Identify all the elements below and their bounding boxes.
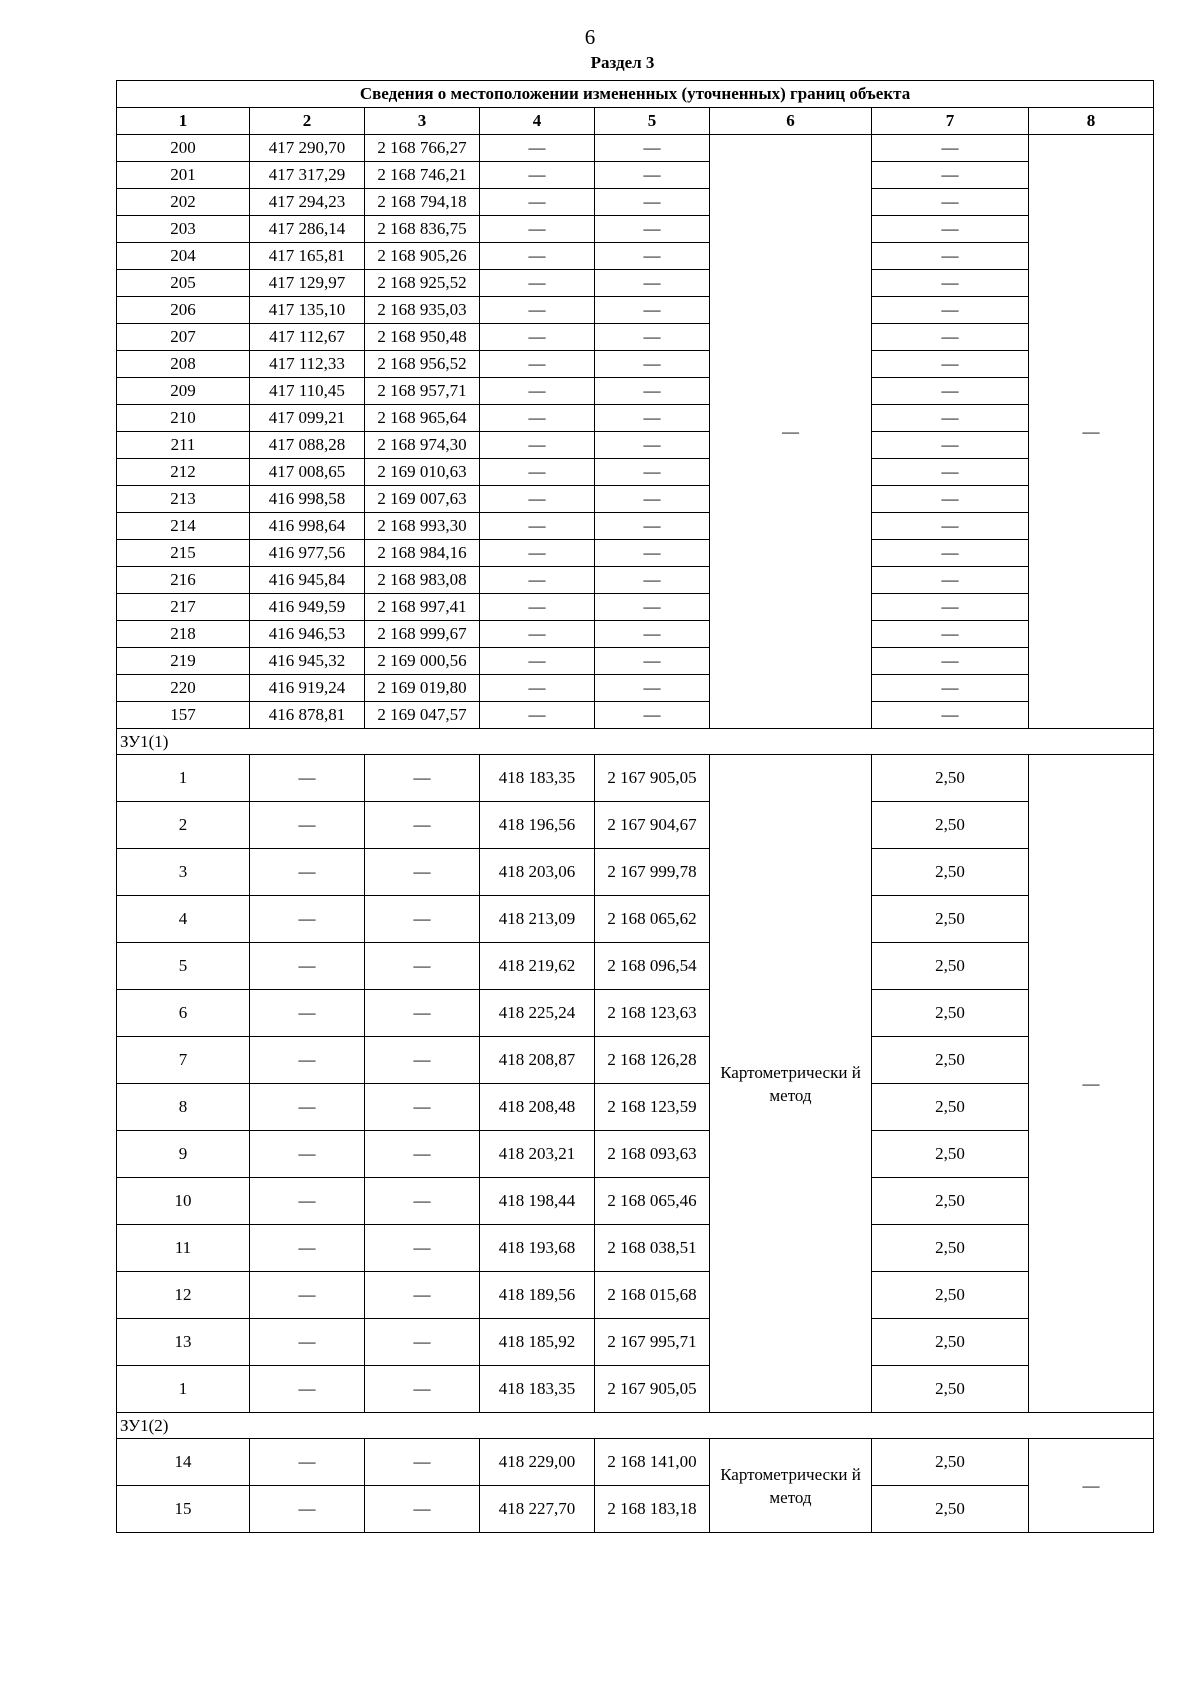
- new-y-cell: —: [595, 351, 710, 378]
- new-y-cell: 2 168 015,68: [595, 1272, 710, 1319]
- existing-x-cell: 417 286,14: [250, 216, 365, 243]
- table-row: [117, 1486, 1154, 1533]
- table-row: [117, 849, 1154, 896]
- new-y-cell: —: [595, 243, 710, 270]
- existing-y-cell: 2 168 905,26: [365, 243, 480, 270]
- existing-x-cell: —: [250, 1319, 365, 1366]
- existing-x-cell: 417 008,65: [250, 459, 365, 486]
- table-row: [117, 567, 1154, 594]
- table-row: [117, 162, 1154, 189]
- existing-y-cell: —: [365, 755, 480, 802]
- new-x-cell: 418 183,35: [480, 1366, 595, 1413]
- point-number-cell: 2: [117, 802, 250, 849]
- accuracy-cell: —: [872, 189, 1029, 216]
- column-number: 1: [117, 108, 250, 135]
- accuracy-cell: —: [872, 702, 1029, 729]
- new-x-cell: —: [480, 513, 595, 540]
- existing-x-cell: —: [250, 802, 365, 849]
- new-y-cell: 2 167 995,71: [595, 1319, 710, 1366]
- new-x-cell: 418 227,70: [480, 1486, 595, 1533]
- new-x-cell: —: [480, 189, 595, 216]
- existing-y-cell: —: [365, 1225, 480, 1272]
- table-row: [117, 1319, 1154, 1366]
- table-row: [117, 648, 1154, 675]
- accuracy-cell: —: [872, 513, 1029, 540]
- new-x-cell: —: [480, 297, 595, 324]
- point-number-cell: 209: [117, 378, 250, 405]
- new-y-cell: —: [595, 567, 710, 594]
- new-y-cell: —: [595, 675, 710, 702]
- new-x-cell: —: [480, 567, 595, 594]
- accuracy-cell: 2,50: [872, 1225, 1029, 1272]
- existing-x-cell: —: [250, 1084, 365, 1131]
- accuracy-cell: 2,50: [872, 849, 1029, 896]
- new-x-cell: 418 193,68: [480, 1225, 595, 1272]
- point-number-cell: 207: [117, 324, 250, 351]
- method-cell: —: [710, 135, 872, 729]
- accuracy-cell: 2,50: [872, 1131, 1029, 1178]
- existing-y-cell: 2 168 836,75: [365, 216, 480, 243]
- existing-y-cell: 2 168 974,30: [365, 432, 480, 459]
- existing-x-cell: 416 945,84: [250, 567, 365, 594]
- accuracy-cell: 2,50: [872, 1366, 1029, 1413]
- existing-y-cell: 2 169 010,63: [365, 459, 480, 486]
- new-y-cell: 2 167 905,05: [595, 1366, 710, 1413]
- table-row: [117, 513, 1154, 540]
- existing-y-cell: —: [365, 849, 480, 896]
- table-row: [117, 1131, 1154, 1178]
- existing-x-cell: —: [250, 1131, 365, 1178]
- accuracy-cell: 2,50: [872, 1037, 1029, 1084]
- new-x-cell: —: [480, 270, 595, 297]
- new-x-cell: 418 229,00: [480, 1439, 595, 1486]
- table-row: [117, 297, 1154, 324]
- new-x-cell: —: [480, 351, 595, 378]
- new-y-cell: 2 168 065,46: [595, 1178, 710, 1225]
- existing-x-cell: —: [250, 849, 365, 896]
- new-x-cell: —: [480, 540, 595, 567]
- table-row: [117, 1366, 1154, 1413]
- existing-x-cell: 417 112,67: [250, 324, 365, 351]
- point-number-cell: 5: [117, 943, 250, 990]
- accuracy-cell: —: [872, 675, 1029, 702]
- existing-y-cell: —: [365, 943, 480, 990]
- existing-y-cell: 2 168 950,48: [365, 324, 480, 351]
- existing-x-cell: —: [250, 1225, 365, 1272]
- existing-x-cell: 417 129,97: [250, 270, 365, 297]
- point-number-cell: 200: [117, 135, 250, 162]
- table-row: [117, 540, 1154, 567]
- method-cell: Картометрически й метод: [710, 755, 872, 1413]
- group-label: ЗУ1(1): [117, 729, 1154, 755]
- description-cell: —: [1029, 755, 1154, 1413]
- table-row: [117, 216, 1154, 243]
- point-number-cell: 205: [117, 270, 250, 297]
- column-number: 3: [365, 108, 480, 135]
- accuracy-cell: 2,50: [872, 943, 1029, 990]
- table-row: [117, 135, 1154, 162]
- point-number-cell: 6: [117, 990, 250, 1037]
- new-y-cell: —: [595, 405, 710, 432]
- existing-x-cell: 417 165,81: [250, 243, 365, 270]
- table-row: [117, 594, 1154, 621]
- new-y-cell: 2 168 038,51: [595, 1225, 710, 1272]
- table-row: [117, 1037, 1154, 1084]
- point-number-cell: 204: [117, 243, 250, 270]
- table-row: [117, 351, 1154, 378]
- table-row: [117, 1225, 1154, 1272]
- existing-y-cell: 2 169 000,56: [365, 648, 480, 675]
- point-number-cell: 13: [117, 1319, 250, 1366]
- existing-x-cell: —: [250, 1037, 365, 1084]
- new-y-cell: —: [595, 378, 710, 405]
- new-y-cell: —: [595, 648, 710, 675]
- existing-x-cell: —: [250, 943, 365, 990]
- new-x-cell: —: [480, 621, 595, 648]
- point-number-cell: 3: [117, 849, 250, 896]
- new-y-cell: 2 168 183,18: [595, 1486, 710, 1533]
- point-number-cell: 9: [117, 1131, 250, 1178]
- new-y-cell: —: [595, 432, 710, 459]
- existing-y-cell: —: [365, 802, 480, 849]
- accuracy-cell: —: [872, 486, 1029, 513]
- point-number-cell: 217: [117, 594, 250, 621]
- point-number-cell: 8: [117, 1084, 250, 1131]
- point-number-cell: 218: [117, 621, 250, 648]
- existing-y-cell: 2 168 766,27: [365, 135, 480, 162]
- new-x-cell: 418 208,48: [480, 1084, 595, 1131]
- existing-y-cell: —: [365, 1084, 480, 1131]
- table-caption-row: [117, 81, 1154, 108]
- accuracy-cell: —: [872, 216, 1029, 243]
- new-x-cell: —: [480, 675, 595, 702]
- group-header-row: [117, 729, 1154, 755]
- column-number: 8: [1029, 108, 1154, 135]
- point-number-cell: 1: [117, 1366, 250, 1413]
- point-number-cell: 12: [117, 1272, 250, 1319]
- existing-y-cell: —: [365, 1037, 480, 1084]
- new-x-cell: —: [480, 594, 595, 621]
- existing-x-cell: 416 919,24: [250, 675, 365, 702]
- new-x-cell: 418 185,92: [480, 1319, 595, 1366]
- accuracy-cell: —: [872, 378, 1029, 405]
- boundary-coordinates-table: [116, 80, 1154, 1533]
- new-x-cell: 418 208,87: [480, 1037, 595, 1084]
- new-y-cell: —: [595, 594, 710, 621]
- group-header-row: [117, 1413, 1154, 1439]
- new-x-cell: —: [480, 702, 595, 729]
- new-x-cell: 418 225,24: [480, 990, 595, 1037]
- accuracy-cell: —: [872, 324, 1029, 351]
- new-y-cell: —: [595, 270, 710, 297]
- table-row: [117, 675, 1154, 702]
- new-y-cell: —: [595, 621, 710, 648]
- accuracy-cell: 2,50: [872, 1439, 1029, 1486]
- new-y-cell: 2 168 123,59: [595, 1084, 710, 1131]
- existing-y-cell: 2 168 993,30: [365, 513, 480, 540]
- existing-y-cell: 2 168 999,67: [365, 621, 480, 648]
- existing-x-cell: 417 317,29: [250, 162, 365, 189]
- point-number-cell: 210: [117, 405, 250, 432]
- new-y-cell: 2 167 905,05: [595, 755, 710, 802]
- table-row: [117, 486, 1154, 513]
- existing-y-cell: 2 168 794,18: [365, 189, 480, 216]
- new-y-cell: —: [595, 540, 710, 567]
- new-x-cell: —: [480, 135, 595, 162]
- new-x-cell: —: [480, 162, 595, 189]
- new-y-cell: —: [595, 486, 710, 513]
- existing-y-cell: —: [365, 1178, 480, 1225]
- table-row: [117, 189, 1154, 216]
- point-number-cell: 157: [117, 702, 250, 729]
- accuracy-cell: 2,50: [872, 990, 1029, 1037]
- new-x-cell: 418 189,56: [480, 1272, 595, 1319]
- new-x-cell: —: [480, 378, 595, 405]
- table-row: [117, 405, 1154, 432]
- accuracy-cell: —: [872, 459, 1029, 486]
- existing-x-cell: 416 878,81: [250, 702, 365, 729]
- table-row: [117, 432, 1154, 459]
- new-y-cell: 2 168 065,62: [595, 896, 710, 943]
- existing-x-cell: 417 135,10: [250, 297, 365, 324]
- new-y-cell: 2 168 123,63: [595, 990, 710, 1037]
- accuracy-cell: —: [872, 567, 1029, 594]
- point-number-cell: 220: [117, 675, 250, 702]
- existing-x-cell: 416 998,58: [250, 486, 365, 513]
- point-number-cell: 214: [117, 513, 250, 540]
- section-title: Раздел 3: [590, 53, 655, 72]
- existing-y-cell: —: [365, 990, 480, 1037]
- new-y-cell: —: [595, 702, 710, 729]
- point-number-cell: 206: [117, 297, 250, 324]
- point-number-cell: 212: [117, 459, 250, 486]
- existing-y-cell: 2 169 047,57: [365, 702, 480, 729]
- table-row: [117, 896, 1154, 943]
- accuracy-cell: —: [872, 135, 1029, 162]
- point-number-cell: 216: [117, 567, 250, 594]
- accuracy-cell: —: [872, 297, 1029, 324]
- new-y-cell: —: [595, 459, 710, 486]
- existing-y-cell: 2 168 746,21: [365, 162, 480, 189]
- point-number-cell: 203: [117, 216, 250, 243]
- accuracy-cell: 2,50: [872, 1319, 1029, 1366]
- new-x-cell: —: [480, 216, 595, 243]
- table-row: [117, 802, 1154, 849]
- accuracy-cell: —: [872, 270, 1029, 297]
- new-y-cell: 2 167 999,78: [595, 849, 710, 896]
- accuracy-cell: 2,50: [872, 802, 1029, 849]
- table-row: [117, 1084, 1154, 1131]
- existing-y-cell: —: [365, 1131, 480, 1178]
- new-y-cell: —: [595, 216, 710, 243]
- point-number-cell: 15: [117, 1486, 250, 1533]
- existing-y-cell: —: [365, 1439, 480, 1486]
- column-number: 2: [250, 108, 365, 135]
- existing-y-cell: 2 168 956,52: [365, 351, 480, 378]
- new-x-cell: 418 203,21: [480, 1131, 595, 1178]
- existing-y-cell: 2 168 925,52: [365, 270, 480, 297]
- point-number-cell: 215: [117, 540, 250, 567]
- accuracy-cell: —: [872, 351, 1029, 378]
- existing-x-cell: 417 290,70: [250, 135, 365, 162]
- new-x-cell: 418 196,56: [480, 802, 595, 849]
- table-row: [117, 621, 1154, 648]
- accuracy-cell: —: [872, 540, 1029, 567]
- accuracy-cell: 2,50: [872, 1084, 1029, 1131]
- existing-y-cell: 2 168 957,71: [365, 378, 480, 405]
- point-number-cell: 213: [117, 486, 250, 513]
- new-y-cell: —: [595, 324, 710, 351]
- point-number-cell: 202: [117, 189, 250, 216]
- accuracy-cell: 2,50: [872, 1486, 1029, 1533]
- existing-x-cell: 417 110,45: [250, 378, 365, 405]
- accuracy-cell: 2,50: [872, 1272, 1029, 1319]
- method-cell: Картометрически й метод: [710, 1439, 872, 1533]
- existing-x-cell: 417 099,21: [250, 405, 365, 432]
- table-row: [117, 943, 1154, 990]
- existing-x-cell: —: [250, 1486, 365, 1533]
- accuracy-cell: 2,50: [872, 755, 1029, 802]
- new-y-cell: —: [595, 162, 710, 189]
- page-number: 6: [584, 25, 596, 49]
- group-label: ЗУ1(2): [117, 1413, 1154, 1439]
- table-row: [117, 270, 1154, 297]
- existing-x-cell: —: [250, 1366, 365, 1413]
- new-x-cell: —: [480, 432, 595, 459]
- existing-x-cell: —: [250, 1272, 365, 1319]
- new-y-cell: 2 168 126,28: [595, 1037, 710, 1084]
- new-y-cell: 2 168 093,63: [595, 1131, 710, 1178]
- point-number-cell: 7: [117, 1037, 250, 1084]
- column-number: 5: [595, 108, 710, 135]
- new-x-cell: —: [480, 324, 595, 351]
- accuracy-cell: —: [872, 405, 1029, 432]
- table-caption: Сведения о местоположении измененных (уточненных) границ объекта: [117, 81, 1154, 108]
- description-cell: —: [1029, 135, 1154, 729]
- table-row: [117, 1439, 1154, 1486]
- description-cell: —: [1029, 1439, 1154, 1533]
- column-number: 7: [872, 108, 1029, 135]
- existing-x-cell: 416 946,53: [250, 621, 365, 648]
- new-x-cell: 418 203,06: [480, 849, 595, 896]
- point-number-cell: 208: [117, 351, 250, 378]
- point-number-cell: 14: [117, 1439, 250, 1486]
- existing-y-cell: 2 169 007,63: [365, 486, 480, 513]
- table-row: [117, 1272, 1154, 1319]
- existing-x-cell: 417 088,28: [250, 432, 365, 459]
- new-x-cell: 418 213,09: [480, 896, 595, 943]
- accuracy-cell: —: [872, 621, 1029, 648]
- column-number: 4: [480, 108, 595, 135]
- new-y-cell: 2 167 904,67: [595, 802, 710, 849]
- existing-x-cell: —: [250, 896, 365, 943]
- accuracy-cell: —: [872, 243, 1029, 270]
- existing-y-cell: 2 168 935,03: [365, 297, 480, 324]
- new-y-cell: —: [595, 189, 710, 216]
- existing-x-cell: 416 945,32: [250, 648, 365, 675]
- table-row: [117, 1178, 1154, 1225]
- existing-x-cell: 416 949,59: [250, 594, 365, 621]
- new-x-cell: 418 183,35: [480, 755, 595, 802]
- existing-x-cell: 417 112,33: [250, 351, 365, 378]
- existing-y-cell: 2 168 997,41: [365, 594, 480, 621]
- existing-y-cell: —: [365, 896, 480, 943]
- point-number-cell: 1: [117, 755, 250, 802]
- existing-x-cell: 416 998,64: [250, 513, 365, 540]
- accuracy-cell: 2,50: [872, 1178, 1029, 1225]
- new-y-cell: 2 168 096,54: [595, 943, 710, 990]
- column-number: 6: [710, 108, 872, 135]
- accuracy-cell: —: [872, 648, 1029, 675]
- point-number-cell: 4: [117, 896, 250, 943]
- column-number-row: [117, 108, 1154, 135]
- existing-x-cell: —: [250, 990, 365, 1037]
- new-y-cell: —: [595, 513, 710, 540]
- point-number-cell: 211: [117, 432, 250, 459]
- table-row: [117, 990, 1154, 1037]
- table-row: [117, 378, 1154, 405]
- new-x-cell: —: [480, 648, 595, 675]
- existing-y-cell: —: [365, 1486, 480, 1533]
- accuracy-cell: 2,50: [872, 896, 1029, 943]
- existing-y-cell: 2 168 984,16: [365, 540, 480, 567]
- point-number-cell: 11: [117, 1225, 250, 1272]
- accuracy-cell: —: [872, 432, 1029, 459]
- new-x-cell: 418 219,62: [480, 943, 595, 990]
- new-x-cell: —: [480, 405, 595, 432]
- point-number-cell: 201: [117, 162, 250, 189]
- table-row: [117, 324, 1154, 351]
- existing-x-cell: —: [250, 755, 365, 802]
- accuracy-cell: —: [872, 162, 1029, 189]
- new-y-cell: —: [595, 297, 710, 324]
- new-x-cell: —: [480, 459, 595, 486]
- new-x-cell: —: [480, 243, 595, 270]
- existing-x-cell: —: [250, 1178, 365, 1225]
- table-row: [117, 702, 1154, 729]
- point-number-cell: 10: [117, 1178, 250, 1225]
- existing-y-cell: —: [365, 1366, 480, 1413]
- existing-x-cell: —: [250, 1439, 365, 1486]
- existing-x-cell: 416 977,56: [250, 540, 365, 567]
- existing-y-cell: 2 168 983,08: [365, 567, 480, 594]
- existing-x-cell: 417 294,23: [250, 189, 365, 216]
- new-y-cell: 2 168 141,00: [595, 1439, 710, 1486]
- existing-y-cell: 2 169 019,80: [365, 675, 480, 702]
- existing-y-cell: —: [365, 1319, 480, 1366]
- accuracy-cell: —: [872, 594, 1029, 621]
- table-row: [117, 755, 1154, 802]
- table-row: [117, 459, 1154, 486]
- new-x-cell: —: [480, 486, 595, 513]
- existing-y-cell: —: [365, 1272, 480, 1319]
- new-y-cell: —: [595, 135, 710, 162]
- existing-y-cell: 2 168 965,64: [365, 405, 480, 432]
- point-number-cell: 219: [117, 648, 250, 675]
- table-row: [117, 243, 1154, 270]
- new-x-cell: 418 198,44: [480, 1178, 595, 1225]
